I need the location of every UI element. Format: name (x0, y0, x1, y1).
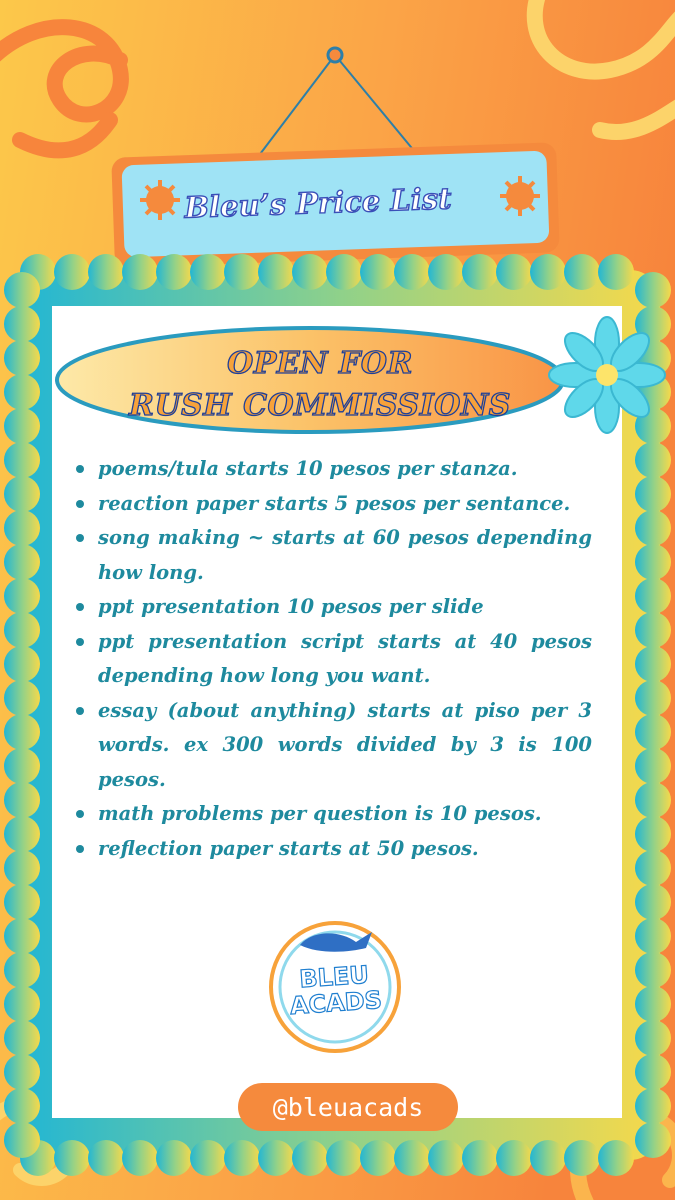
scallop (635, 578, 671, 614)
scallop (635, 952, 671, 988)
scallop (462, 254, 498, 290)
scallop (530, 254, 566, 290)
scallop (190, 254, 226, 290)
scallop (394, 1140, 430, 1176)
scallop (4, 816, 40, 852)
price-item: song making ~ starts at 60 pesos depending how long. (70, 521, 592, 590)
scallop (530, 1140, 566, 1176)
scallop (88, 1140, 124, 1176)
scallop (4, 1122, 40, 1158)
scallop (122, 1140, 158, 1176)
scallop (54, 254, 90, 290)
scallop (4, 544, 40, 580)
scallop (360, 1140, 396, 1176)
scallop (635, 1020, 671, 1056)
scallop (428, 1140, 464, 1176)
scallop (635, 748, 671, 784)
scallop (635, 1122, 671, 1158)
scallop (635, 510, 671, 546)
price-item: math problems per question is 10 pesos. (70, 797, 592, 832)
social-handle-pill: @bleuacads (238, 1083, 458, 1131)
scallop (635, 476, 671, 512)
scallop (292, 254, 328, 290)
price-item: ppt presentation script starts at 40 pesos depending how long you want. (70, 625, 592, 694)
scallop (4, 748, 40, 784)
scallop (4, 306, 40, 342)
scallop (4, 884, 40, 920)
scallop (635, 714, 671, 750)
scallop (4, 272, 40, 308)
scallop (4, 782, 40, 818)
scallop (496, 254, 532, 290)
sun-icon-right (500, 176, 540, 216)
price-item: poems/tula starts 10 pesos per stanza. (70, 452, 592, 487)
scallop (326, 254, 362, 290)
scallop (4, 714, 40, 750)
scallop (4, 952, 40, 988)
scallop (635, 884, 671, 920)
scallop (224, 1140, 260, 1176)
scallop (4, 1088, 40, 1124)
scallop (635, 986, 671, 1022)
logo-line-2: ACADS (289, 985, 383, 1021)
scallop (4, 578, 40, 614)
scallop (4, 1054, 40, 1090)
scallop (635, 918, 671, 954)
scallop (4, 612, 40, 648)
scallop (122, 254, 158, 290)
scallop (635, 850, 671, 886)
banner-line-2: RUSH COMMISSIONS (129, 388, 511, 423)
logo-text (268, 951, 403, 1030)
scallop (635, 442, 671, 478)
scallop (4, 476, 40, 512)
price-item: essay (about anything) starts at piso per 3 words. ex 300 words divided by 3 is 100 pesos. (70, 694, 592, 798)
scallop (635, 1088, 671, 1124)
scallop (635, 782, 671, 818)
scallop (292, 1140, 328, 1176)
scallop (598, 254, 634, 290)
scallop (635, 1054, 671, 1090)
scallop (4, 986, 40, 1022)
scallop (635, 646, 671, 682)
scallop (462, 1140, 498, 1176)
scallop (496, 1140, 532, 1176)
scallop (326, 1140, 362, 1176)
scallop (4, 918, 40, 954)
scallop (258, 1140, 294, 1176)
scallop (156, 254, 192, 290)
logo-line-1: BLEU (298, 960, 370, 994)
scallop (564, 254, 600, 290)
scallop (190, 1140, 226, 1176)
scallop (4, 680, 40, 716)
price-list (70, 452, 592, 866)
price-item: ppt presentation 10 pesos per slide (70, 590, 592, 625)
scallop (598, 1140, 634, 1176)
scallop (394, 254, 430, 290)
scallop (360, 254, 396, 290)
scallop (88, 254, 124, 290)
scallop (4, 646, 40, 682)
scallop (4, 374, 40, 410)
pin-icon (328, 48, 342, 62)
scallop (635, 816, 671, 852)
scallop (156, 1140, 192, 1176)
scallop (564, 1140, 600, 1176)
price-list-title: Bleu’s Price List (183, 181, 453, 225)
scallop (635, 680, 671, 716)
scallop (54, 1140, 90, 1176)
scallop (635, 544, 671, 580)
price-item: reaction paper starts 5 pesos per sentance. (70, 487, 592, 522)
scallop (4, 442, 40, 478)
scallop (4, 1020, 40, 1056)
banner-line-1: OPEN FOR (227, 346, 413, 381)
open-for-commissions-banner (60, 335, 580, 435)
scallop (4, 340, 40, 376)
price-item: reflection paper starts at 50 pesos. (70, 832, 592, 867)
scallop (4, 408, 40, 444)
scallop (4, 850, 40, 886)
scallop (224, 254, 260, 290)
scallop (635, 612, 671, 648)
scallop (428, 254, 464, 290)
scallop (4, 510, 40, 546)
scallop (635, 272, 671, 308)
scallop (258, 254, 294, 290)
